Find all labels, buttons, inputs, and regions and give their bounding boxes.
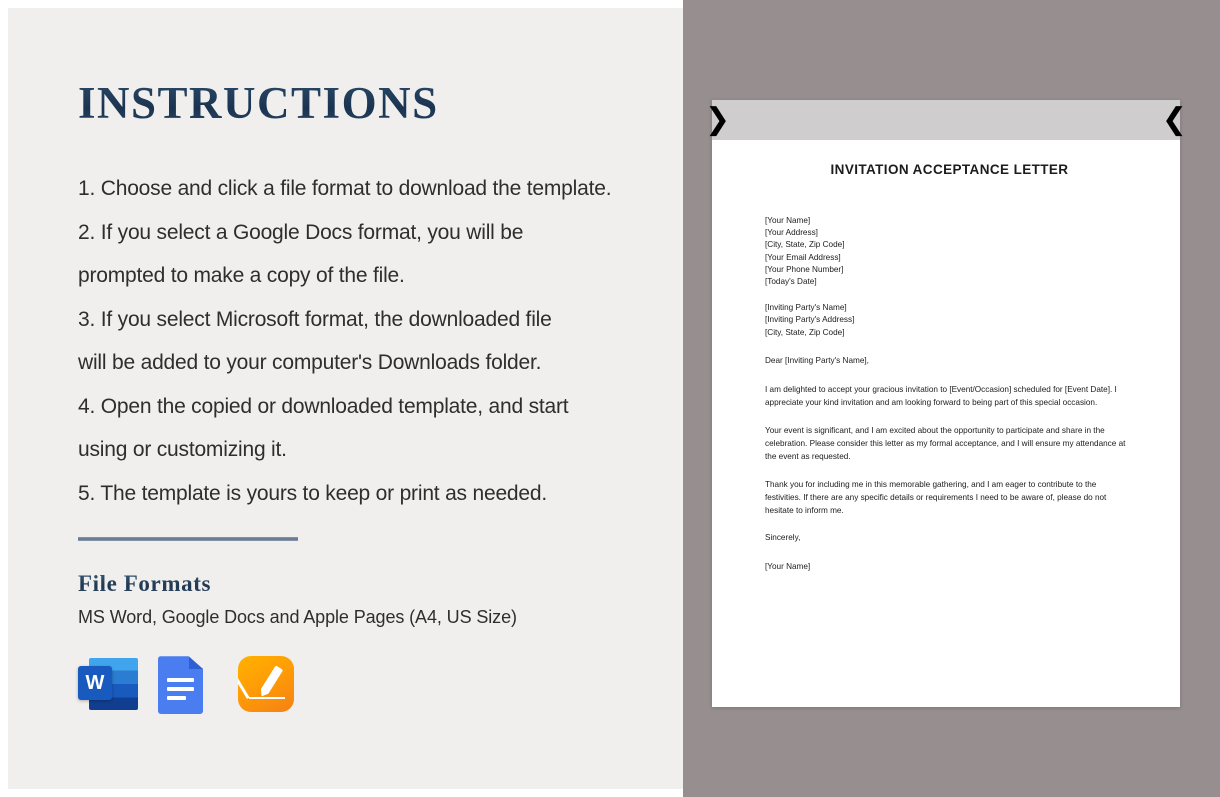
google-docs-icon[interactable] — [158, 656, 203, 714]
instruction-step-4-cont: using or customizing it. — [78, 438, 287, 462]
file-formats-heading: File Formats — [78, 571, 683, 597]
instructions-panel — [8, 8, 683, 789]
recipient-line-name: [Inviting Party's Name] — [765, 303, 847, 313]
recipient-line-address: [Inviting Party's Address] — [765, 315, 855, 325]
ms-word-icon-badge — [78, 666, 112, 700]
preview-panel — [683, 0, 1220, 797]
instruction-step-1: 1. Choose and click a file format to download the template. — [78, 177, 612, 201]
ms-word-icon[interactable] — [78, 656, 138, 712]
document-preview-frame — [705, 100, 1187, 707]
preview-navbar — [705, 100, 1187, 140]
instruction-step-2: 2. If you select a Google Docs format, you will be — [78, 220, 524, 244]
salutation: Dear [Inviting Party's Name], — [765, 355, 869, 365]
sender-address-block — [765, 215, 1134, 288]
recipient-address-block — [765, 302, 1134, 339]
instruction-steps-list — [78, 167, 658, 515]
body-paragraph-2: Your event is significant, and I am excited about the opportunity to participate and share in the celebration. Please consider this letter as my formal acceptance, and I will ensure my attendance at the event as requested. — [765, 426, 1126, 462]
sender-line-name: [Your Name] — [765, 216, 811, 225]
apple-pages-icon[interactable] — [238, 656, 294, 712]
apple-pages-icon-button[interactable] — [238, 656, 298, 716]
sender-line-city: [City, State, Zip Code] — [765, 240, 845, 250]
apple-pages-icon-baseline — [249, 697, 285, 700]
file-format-icons — [78, 656, 683, 716]
apple-pages-icon-pen — [258, 665, 284, 699]
instruction-step-3-cont: will be added to your computer's Downloads folder. — [78, 351, 542, 375]
ms-word-icon-button[interactable] — [78, 656, 138, 716]
signature-line: [Your Name] — [765, 562, 811, 572]
sender-line-email: [Your Email Address] — [765, 252, 841, 262]
page-title: INSTRUCTIONS — [78, 80, 683, 127]
apple-pages-icon-diagonal — [238, 674, 249, 699]
sender-line-date: [Today's Date] — [765, 277, 817, 287]
file-formats-subtitle: MS Word, Google Docs and Apple Pages (A4, US Size) — [78, 607, 517, 628]
document-title: INVITATION ACCEPTANCE LETTER — [830, 162, 1069, 177]
closing-salutation: Sincerely, — [765, 533, 801, 543]
google-docs-icon-button[interactable] — [158, 656, 218, 716]
recipient-line-city: [City, State, Zip Code] — [765, 327, 845, 337]
sender-line-address: [Your Address] — [765, 228, 818, 238]
google-docs-icon-lines — [167, 678, 194, 705]
body-paragraph-3: Thank you for including me in this memorable gathering, and I am eager to contribute to the festivities. If there are any specific details or requirements I need to be aware of, please do not hesitate to inform me. — [765, 480, 1107, 516]
instruction-step-4: 4. Open the copied or downloaded template, and start — [78, 394, 569, 418]
document-page — [712, 140, 1180, 707]
chevron-right-icon[interactable]: ❯ — [705, 102, 731, 137]
body-paragraph-1: I am delighted to accept your gracious invitation to [Event/Occasion] scheduled for [Event Date]. I appreciate your kind invitation and am looking forward to being part of this special occasion. — [765, 385, 1117, 408]
google-docs-icon-fold — [189, 656, 203, 669]
instruction-step-3: 3. If you select Microsoft format, the downloaded file — [78, 307, 552, 331]
ms-word-icon-letter: W — [85, 672, 105, 695]
instruction-step-5: 5. The template is yours to keep or print as needed. — [78, 481, 547, 505]
instruction-step-2-cont: prompted to make a copy of the file. — [78, 264, 405, 288]
section-divider — [78, 537, 298, 541]
chevron-left-icon[interactable]: ❮ — [1161, 102, 1187, 137]
sender-line-phone: [Your Phone Number] — [765, 264, 844, 274]
